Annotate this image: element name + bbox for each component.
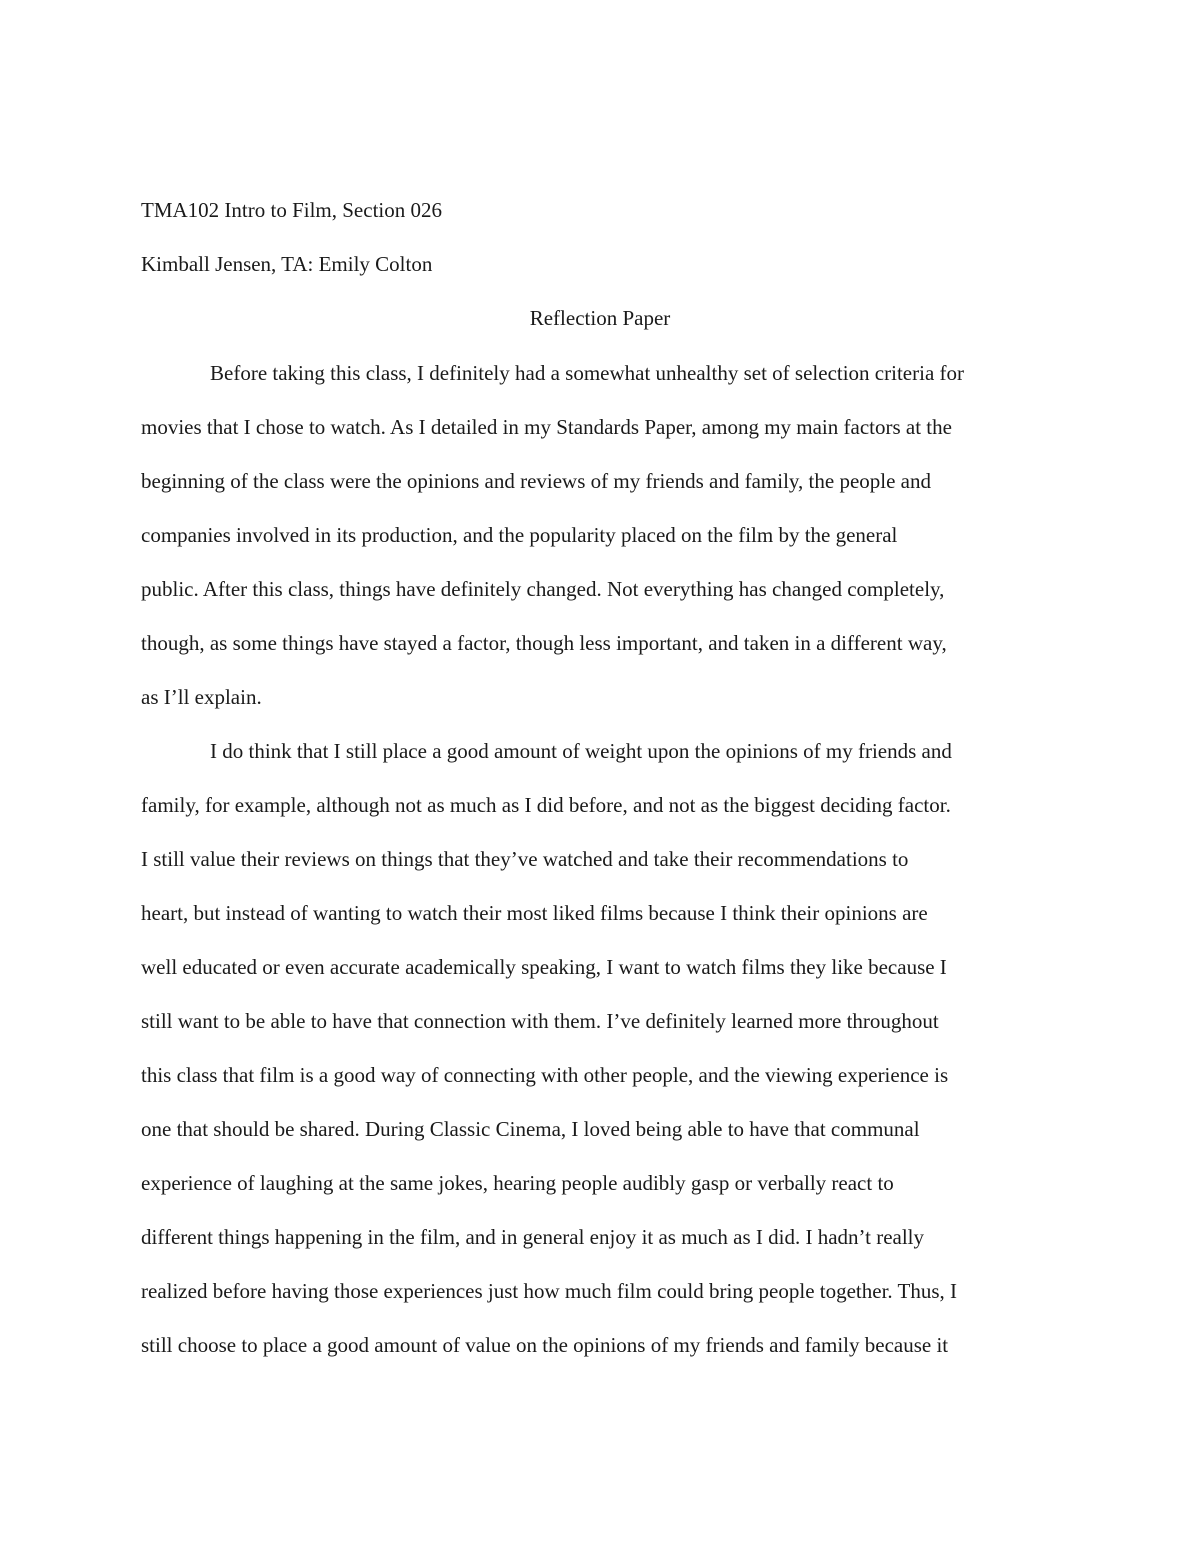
paragraph-line: different things happening in the film, and in general enjoy it as much as I did. I hadn’t really xyxy=(141,1225,925,1249)
paragraph-line: companies involved in its production, and the popularity placed on the film by the general xyxy=(141,523,898,547)
paragraph-line: Before taking this class, I definitely had a somewhat unhealthy set of selection criteria for xyxy=(210,361,965,385)
paper-title: Reflection Paper xyxy=(529,306,671,330)
paragraph-line: public. After this class, things have definitely changed. Not everything has changed completely, xyxy=(141,577,945,601)
paragraph-line: experience of laughing at the same jokes, hearing people audibly gasp or verbally react to xyxy=(141,1171,894,1195)
paragraph-line: I still value their reviews on things that they’ve watched and take their recommendations to xyxy=(141,847,909,871)
course-line: TMA102 Intro to Film, Section 026 xyxy=(141,198,442,222)
paragraph-line: heart, but instead of wanting to watch their most liked films because I think their opinions are xyxy=(141,901,928,925)
paragraph-line: I do think that I still place a good amount of weight upon the opinions of my friends and xyxy=(210,739,952,763)
paragraph-line: as I’ll explain. xyxy=(141,685,262,709)
paragraph-line: this class that film is a good way of connecting with other people, and the viewing experience is xyxy=(141,1063,949,1087)
paragraph-line: realized before having those experiences just how much film could bring people together. Thus, I xyxy=(141,1279,958,1303)
paragraph-line: one that should be shared. During Classic Cinema, I loved being able to have that communal xyxy=(141,1117,920,1141)
paragraph-line: family, for example, although not as much as I did before, and not as the biggest deciding factor. xyxy=(141,793,951,817)
instructor-line: Kimball Jensen, TA: Emily Colton xyxy=(141,252,433,276)
paragraph-line: still choose to place a good amount of value on the opinions of my friends and family because it xyxy=(141,1333,949,1357)
paragraph-line: beginning of the class were the opinions and reviews of my friends and family, the people and xyxy=(141,469,932,493)
paragraph-line: though, as some things have stayed a factor, though less important, and taken in a different way, xyxy=(141,631,947,655)
paragraph-line: still want to be able to have that connection with them. I’ve definitely learned more throughout xyxy=(141,1009,939,1033)
paragraph-line: movies that I chose to watch. As I detailed in my Standards Paper, among my main factors at the xyxy=(141,415,952,439)
paragraph-line: well educated or even accurate academically speaking, I want to watch films they like because I xyxy=(141,955,947,979)
